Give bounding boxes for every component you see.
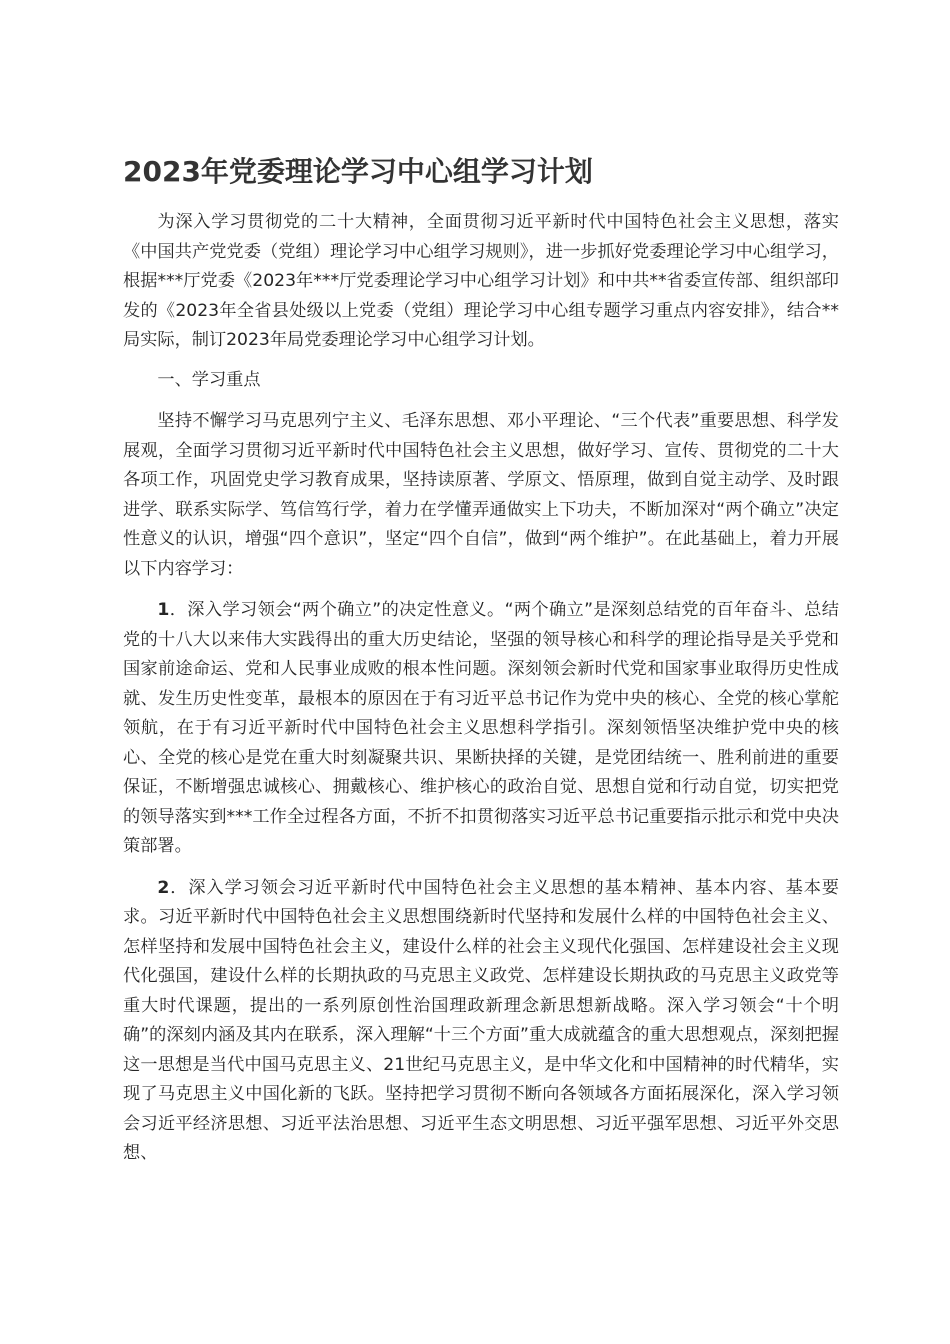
document-page <box>123 150 839 1169</box>
section-body-paragraph: 坚持不懈学习马克思列宁主义、毛泽东思想、邓小平理论、“三个代表”重要思想、科学发展观，全面学习贯彻习近平新时代中国特色社会主义思想，做好学习、宣传、贯彻党的二十大各项工作，巩固党史学习教育成果，坚持读原著、学原文、悟原理，做到自觉主动学、及时跟进学、联系实际学、笃信笃行学，着力在学懂弄通做实上下功夫，不断加深对“两个确立”决定性意义的认识，增强“四个意识”，坚定“四个自信”，做到“两个维护”。在此基础上，着力开展以下内容学习： <box>123 411 839 579</box>
item-2-number: 2 <box>157 877 170 898</box>
intro-paragraph: 为深入学习贯彻党的二十大精神，全面贯彻习近平新时代中国特色社会主义思想，落实《中国共产党党委（党组）理论学习中心组学习规则》，进一步抓好党委理论学习中心组学习，根据***厅党委《2023年***厅党委理论学习中心组学习计划》和中共**省委宣传部、组织部印发的《2023年全省县处级以上党委（党组）理论学习中心组专题学习重点内容安排》，结合**局实际，制订2023年局党委理论学习中心组学习计划。 <box>123 212 839 350</box>
section-heading-study-focus: 一、学习重点 <box>157 369 261 390</box>
item-1-paragraph <box>123 596 839 862</box>
item-2-paragraph <box>123 874 839 1169</box>
item-2-text: ．深入学习领会习近平新时代中国特色社会主义思想的基本精神、基本内容、基本要求。习近平新时代中国特色社会主义思想围绕新时代坚持和发展什么样的中国特色社会主义、怎样坚持和发展中国特色社会主义，建设什么样的社会主义现代化强国、怎样建设社会主义现代化强国，建设什么样的长期执政的马克思主义政党、怎样建设长期执政的马克思主义政党等重大时代课题，提出的一系列原创性治国理政新理念新思想新战略。深入学习领会“十个明确”的深刻内涵及其内在联系，深入理解“十三个方面”重大成就蕴含的重大思想观点，深刻把握这一思想是当代中国马克思主义、21世纪马克思主义，是中华文化和中国精神的时代精华，实现了马克思主义中国化新的飞跃。坚持把学习贯彻不断向各领域各方面拓展深化，深入学习领会习近平经济思想、习近平法治思想、习近平生态文明思想、习近平强军思想、习近平外交思想、 <box>123 877 839 1163</box>
item-1-lead: ．深入学习领会“两个确立”的决定性意义。 <box>169 600 505 620</box>
document-title: 2023年党委理论学习中心组学习计划 <box>123 155 593 188</box>
item-1-text: “两个确立”是深刻总结党的百年奋斗、总结党的十八大以来伟大实践得出的重大历史结论，坚强的领导核心和科学的理论指导是关乎党和国家前途命运、党和人民事业成败的根本性问题。深刻领会新时代党和国家事业取得历史性成就、发生历史性变革，最根本的原因在于有习近平总书记作为党中央的核心、全党的核心掌舵领航，在于有习近平新时代中国特色社会主义思想科学指引。深刻领悟坚决维护党中央的核心、全党的核心是党在重大时刻凝聚共识、果断抉择的关键，是党团结统一、胜利前进的重要保证，不断增强忠诚核心、拥戴核心、维护核心的政治自觉、思想自觉和行动自觉，切实把党的领导落实到***工作全过程各方面，不折不扣贯彻落实习近平总书记重要指示批示和党中央决策部署。 <box>123 600 839 856</box>
item-1-number: 1 <box>157 600 170 620</box>
